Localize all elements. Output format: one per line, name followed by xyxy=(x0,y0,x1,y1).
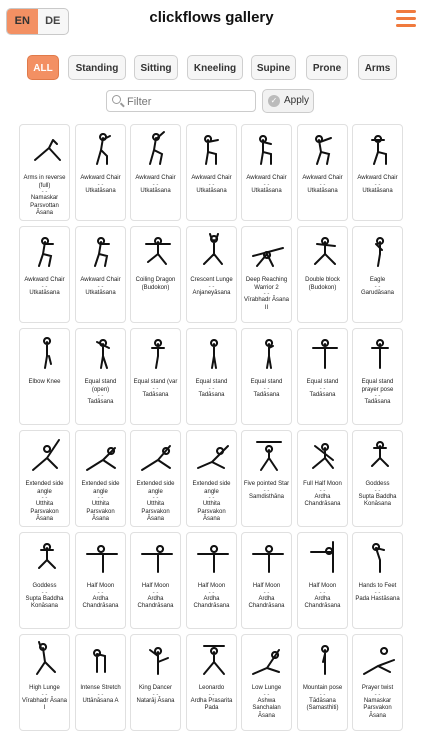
pose-sanskrit: Pada Hastāsana xyxy=(355,595,400,602)
pose-figure-icon xyxy=(83,436,121,474)
pose-card[interactable] xyxy=(352,124,403,221)
checkmark-icon: ✓ xyxy=(268,95,280,107)
pose-name: Equal stand xyxy=(195,379,228,385)
pose-name: Awkward Chair xyxy=(246,175,287,181)
pose-name: Awkward Chair xyxy=(135,175,176,181)
separator: - - xyxy=(152,589,159,596)
pose-figure-icon xyxy=(27,640,65,678)
pose-name: Half Moon xyxy=(308,583,337,589)
pose-caption xyxy=(243,685,290,720)
pose-sanskrit: Tadāsana xyxy=(253,391,280,398)
pose-sanskrit: Ardha Chandrāsana xyxy=(304,595,341,609)
pose-caption xyxy=(243,277,290,312)
pose-figure-icon xyxy=(249,436,287,474)
pose-caption xyxy=(188,481,235,524)
category-filter-bar xyxy=(27,55,399,80)
pose-name: Extended side angle xyxy=(25,481,64,495)
pose-name: Full Half Moon xyxy=(303,481,342,487)
pose-caption xyxy=(77,379,124,407)
pose-sanskrit: Anjaneyāsana xyxy=(192,289,231,296)
pose-sanskrit: Utthita Parsvakon Āsana xyxy=(30,501,59,522)
pose-name: Coiling Dragon (Budokon) xyxy=(135,277,176,291)
pose-caption xyxy=(299,685,346,713)
pose-figure-icon xyxy=(138,232,176,270)
pose-name: Arms in reverse (full) xyxy=(23,175,66,189)
separator: - - xyxy=(152,495,159,501)
pose-sanskrit: Supta Baddha Konāsana xyxy=(358,493,397,507)
pose-card[interactable] xyxy=(130,532,181,629)
pose-caption xyxy=(77,277,124,297)
separator: - - xyxy=(208,385,215,392)
pose-caption xyxy=(21,175,68,218)
pose-caption xyxy=(188,277,235,297)
filter-input[interactable] xyxy=(125,93,254,111)
pose-sanskrit: Utkatāsana xyxy=(85,289,116,296)
separator: - - xyxy=(208,691,215,698)
pose-sanskrit: Utthita Parsvakon Āsana xyxy=(141,501,170,522)
pose-name: Goddess xyxy=(365,481,390,487)
pose-name: Equal stand xyxy=(250,379,283,385)
page-title: clickflows gallery xyxy=(149,9,274,26)
separator: - - xyxy=(374,487,381,494)
pose-sanskrit: Ashwa Sanchalan Āsana xyxy=(252,697,281,719)
pose-caption xyxy=(21,685,68,713)
pose-caption xyxy=(188,379,235,399)
pose-figure-icon xyxy=(249,334,287,372)
pose-caption xyxy=(299,379,346,399)
pose-name: Extended side angle xyxy=(136,481,175,495)
pose-figure-icon xyxy=(138,640,176,678)
separator: - - xyxy=(97,181,104,188)
pose-card[interactable] xyxy=(352,430,403,527)
pose-caption xyxy=(354,379,401,407)
filter-sitting-button[interactable]: Sitting xyxy=(134,55,178,80)
pose-name: Double block (Budokon) xyxy=(305,277,340,291)
pose-name: Deep Reaching Warrior 2 xyxy=(245,277,288,291)
pose-name: Awkward Chair xyxy=(302,175,343,181)
pose-figure-icon xyxy=(194,436,232,474)
pose-name: Mountain pose xyxy=(302,685,343,691)
lang-de-button[interactable]: DE xyxy=(45,15,61,27)
pose-figure-icon xyxy=(360,334,398,372)
pose-caption xyxy=(188,685,235,713)
pose-figure-icon xyxy=(305,640,343,678)
pose-caption xyxy=(132,481,179,524)
pose-card[interactable] xyxy=(352,532,403,629)
pose-figure-icon xyxy=(360,232,398,270)
separator: - - xyxy=(374,181,381,188)
pose-card[interactable] xyxy=(241,634,292,731)
separator: - - xyxy=(263,181,270,188)
separator: - - xyxy=(97,283,104,290)
pose-caption xyxy=(77,175,124,195)
pose-figure-icon xyxy=(360,130,398,168)
filter-supine-button[interactable]: Supine xyxy=(251,55,296,80)
pose-caption xyxy=(243,379,290,399)
pose-name: Half Moon xyxy=(141,583,170,589)
pose-card[interactable] xyxy=(130,328,181,425)
pose-card[interactable] xyxy=(297,328,348,425)
pose-figure-icon xyxy=(194,232,232,270)
pose-caption xyxy=(354,277,401,297)
pose-sanskrit: Utkatāsana xyxy=(85,187,116,194)
pose-name: Awkward Chair xyxy=(357,175,398,181)
pose-sanskrit: Utkatāsana xyxy=(196,187,227,194)
separator: - - xyxy=(319,385,326,392)
filter-arms-button[interactable]: Arms xyxy=(358,55,397,80)
separator: - - xyxy=(263,589,270,596)
separator: - - xyxy=(374,393,381,399)
pose-caption xyxy=(21,277,68,297)
separator: - - xyxy=(41,283,48,290)
pose-name: Five pointed Star xyxy=(243,481,290,487)
pose-caption xyxy=(354,481,401,509)
pose-name: Equal stand (open) xyxy=(84,379,117,393)
separator: - - xyxy=(152,691,159,698)
pose-caption xyxy=(77,685,124,705)
pose-caption xyxy=(21,583,68,611)
pose-sanskrit: Ardha Prasarita Pada xyxy=(190,697,233,711)
pose-sanskrit: Tadāsana xyxy=(198,391,225,398)
hamburger-menu-icon[interactable] xyxy=(396,10,416,28)
pose-name: Equal stand (var xyxy=(133,379,178,385)
pose-caption xyxy=(299,277,346,292)
pose-figure-icon xyxy=(138,334,176,372)
pose-figure-icon xyxy=(249,130,287,168)
pose-name: Equal stand xyxy=(306,379,339,385)
pose-sanskrit: Natarāj Āsana xyxy=(136,697,175,704)
separator: - - xyxy=(319,181,326,188)
pose-card[interactable] xyxy=(186,430,237,527)
separator: - - xyxy=(41,691,48,698)
pose-name: Intense Stretch xyxy=(80,685,121,691)
pose-name: Low Lunge xyxy=(251,685,282,691)
pose-figure-icon xyxy=(249,538,287,576)
filter-search-box[interactable] xyxy=(106,90,256,112)
separator: - - xyxy=(319,487,326,494)
pose-name: Half Moon xyxy=(197,583,226,589)
pose-card[interactable] xyxy=(297,430,348,527)
pose-card[interactable] xyxy=(186,226,237,323)
filter-standing-button[interactable]: Standing xyxy=(68,55,126,80)
separator: - - xyxy=(208,589,215,596)
pose-card[interactable] xyxy=(297,226,348,323)
pose-name: Awkward Chair xyxy=(191,175,232,181)
pose-name: Elbow Knee xyxy=(28,379,61,385)
pose-card[interactable] xyxy=(19,430,70,527)
pose-name: Crescent Lunge xyxy=(190,277,233,283)
pose-sanskrit: Vīrabhadr Āsana I xyxy=(21,697,68,711)
pose-sanskrit: Tadāsana xyxy=(142,391,169,398)
pose-figure-icon xyxy=(305,334,343,372)
pose-figure-icon xyxy=(27,538,65,576)
pose-name: Equal stand prayer pose xyxy=(361,379,394,393)
pose-caption xyxy=(77,583,124,611)
pose-caption xyxy=(188,175,235,195)
pose-sanskrit: Namaskar Parsvakon Āsana xyxy=(363,697,392,719)
pose-figure-icon xyxy=(83,334,121,372)
pose-figure-icon xyxy=(360,640,398,678)
pose-card[interactable] xyxy=(19,328,70,425)
pose-card[interactable] xyxy=(75,430,126,527)
pose-figure-icon xyxy=(249,640,287,678)
separator: - - xyxy=(263,291,270,297)
pose-card[interactable] xyxy=(19,532,70,629)
pose-sanskrit: Tadāsana xyxy=(309,391,336,398)
pose-card[interactable] xyxy=(297,634,348,731)
pose-caption xyxy=(21,379,68,387)
pose-sanskrit: Tādāsana (Samasthiti) xyxy=(306,697,339,711)
pose-figure-icon xyxy=(305,436,343,474)
pose-figure-icon xyxy=(138,436,176,474)
separator: - - xyxy=(263,385,270,392)
pose-card[interactable] xyxy=(130,430,181,527)
pose-sanskrit: Namaskar Parsvottan Āsana xyxy=(30,195,59,216)
pose-card[interactable] xyxy=(241,430,292,527)
pose-card[interactable] xyxy=(186,124,237,221)
separator: - - xyxy=(97,495,104,501)
filter-kneeling-button[interactable]: Kneeling xyxy=(187,55,243,80)
separator: - - xyxy=(374,589,381,596)
pose-figure-icon xyxy=(138,538,176,576)
top-bar xyxy=(0,0,423,44)
pose-card[interactable] xyxy=(75,634,126,731)
pose-sanskrit: Vīrabhadr Āsana II xyxy=(243,297,290,311)
pose-name: Hands to Feet xyxy=(358,583,397,589)
separator: - - xyxy=(319,691,326,698)
pose-card[interactable] xyxy=(19,226,70,323)
pose-card[interactable] xyxy=(241,532,292,629)
pose-caption xyxy=(354,175,401,195)
search-icon xyxy=(112,95,121,104)
pose-caption xyxy=(354,685,401,720)
pose-caption xyxy=(243,481,290,501)
pose-sanskrit: Ardha Chandrāsana xyxy=(304,493,341,507)
pose-caption xyxy=(132,583,179,611)
pose-card[interactable] xyxy=(130,226,181,323)
pose-figure-icon xyxy=(194,640,232,678)
separator: - - xyxy=(374,691,381,698)
pose-figure-icon xyxy=(27,232,65,270)
pose-figure-icon xyxy=(27,130,65,168)
pose-sanskrit: Tadāsana xyxy=(364,399,391,405)
pose-name: Goddess xyxy=(32,583,57,589)
pose-name: Half Moon xyxy=(86,583,115,589)
pose-sanskrit: Tadāsana xyxy=(87,399,114,405)
pose-card[interactable] xyxy=(241,124,292,221)
pose-sanskrit: Supta Baddha Konāsana xyxy=(25,595,64,609)
pose-name: King Dancer xyxy=(138,685,173,691)
pose-caption xyxy=(354,583,401,603)
lang-en-button[interactable]: EN xyxy=(7,9,38,34)
separator: - - xyxy=(97,393,104,399)
pose-figure-icon xyxy=(305,130,343,168)
pose-caption xyxy=(299,481,346,509)
pose-figure-icon xyxy=(83,538,121,576)
pose-caption xyxy=(243,583,290,611)
pose-name: Awkward Chair xyxy=(80,277,121,283)
pose-caption xyxy=(77,481,124,524)
pose-card[interactable] xyxy=(352,226,403,323)
pose-card[interactable] xyxy=(186,634,237,731)
pose-figure-icon xyxy=(249,232,287,270)
pose-figure-icon xyxy=(360,538,398,576)
separator: - - xyxy=(208,495,215,501)
pose-card[interactable] xyxy=(241,328,292,425)
pose-card[interactable] xyxy=(75,532,126,629)
pose-card[interactable] xyxy=(130,634,181,731)
separator: - - xyxy=(41,189,48,195)
pose-sanskrit: Ardha Chandrāsana xyxy=(193,595,230,609)
pose-figure-icon xyxy=(27,436,65,474)
pose-caption xyxy=(132,175,179,195)
pose-caption xyxy=(299,175,346,195)
pose-name: Awkward Chair xyxy=(24,277,65,283)
pose-sanskrit: Utthita Parsvakon Āsana xyxy=(86,501,115,522)
pose-sanskrit: Ardha Chandrāsana xyxy=(137,595,174,609)
pose-name: Prayer twist xyxy=(361,685,394,691)
pose-name: Leonardo xyxy=(198,685,225,691)
pose-card[interactable] xyxy=(241,226,292,323)
pose-card[interactable] xyxy=(352,328,403,425)
pose-sanskrit: Utkatāsana xyxy=(251,187,282,194)
pose-figure-icon xyxy=(27,334,65,372)
pose-card[interactable] xyxy=(19,634,70,731)
pose-card[interactable] xyxy=(75,124,126,221)
pose-name: Awkward Chair xyxy=(80,175,121,181)
separator: - - xyxy=(41,589,48,596)
pose-caption xyxy=(132,277,179,292)
pose-card[interactable] xyxy=(75,328,126,425)
apply-label: Apply xyxy=(284,95,310,106)
pose-figure-icon xyxy=(305,538,343,576)
pose-figure-icon xyxy=(83,640,121,678)
separator: - - xyxy=(97,691,104,698)
pose-figure-icon xyxy=(194,538,232,576)
pose-caption xyxy=(21,481,68,524)
pose-figure-icon xyxy=(138,130,176,168)
pose-name: Eagle xyxy=(369,277,386,283)
pose-sanskrit: Utkatāsana xyxy=(140,187,171,194)
pose-figure-icon xyxy=(83,232,121,270)
pose-sanskrit: Utthita Parsvakon Āsana xyxy=(197,501,226,522)
separator: - - xyxy=(263,691,270,698)
pose-figure-icon xyxy=(305,232,343,270)
separator: - - xyxy=(41,495,48,501)
pose-card[interactable] xyxy=(297,124,348,221)
filter-prone-button[interactable]: Prone xyxy=(306,55,348,80)
pose-figure-icon xyxy=(194,334,232,372)
separator: - - xyxy=(208,283,215,290)
separator: - - xyxy=(374,283,381,290)
pose-card[interactable] xyxy=(297,532,348,629)
pose-name: High Lunge xyxy=(29,685,60,691)
separator: - - xyxy=(208,181,215,188)
pose-sanskrit: Ardha Chandrāsana xyxy=(82,595,119,609)
pose-figure-icon xyxy=(83,130,121,168)
apply-button[interactable] xyxy=(262,89,314,113)
pose-card[interactable] xyxy=(186,328,237,425)
pose-sanskrit: Utkatāsana xyxy=(362,187,393,194)
pose-caption xyxy=(132,685,179,705)
separator: - - xyxy=(263,487,270,494)
pose-sanskrit: Samdisthāna xyxy=(248,493,285,500)
pose-caption xyxy=(188,583,235,611)
separator: - - xyxy=(152,181,159,188)
pose-card[interactable] xyxy=(75,226,126,323)
pose-card[interactable] xyxy=(19,124,70,221)
filter-all-button[interactable]: ALL xyxy=(27,55,59,80)
pose-sanskrit: Utkatāsana xyxy=(307,187,338,194)
pose-sanskrit: Garudāsana xyxy=(360,289,395,296)
pose-caption xyxy=(299,583,346,611)
pose-name: Half Moon xyxy=(252,583,281,589)
pose-card[interactable] xyxy=(186,532,237,629)
pose-figure-icon xyxy=(360,436,398,474)
pose-card[interactable] xyxy=(130,124,181,221)
pose-sanskrit: Utkatāsana xyxy=(29,289,60,296)
pose-card[interactable] xyxy=(352,634,403,731)
pose-sanskrit: Uttānāsana A xyxy=(82,697,119,704)
pose-name: Extended side angle xyxy=(192,481,231,495)
pose-caption xyxy=(243,175,290,195)
pose-sanskrit: Ardha Chandrāsana xyxy=(248,595,285,609)
pose-figure-icon xyxy=(194,130,232,168)
separator: - - xyxy=(152,385,159,392)
pose-name: Extended side angle xyxy=(81,481,120,495)
separator: - - xyxy=(97,589,104,596)
separator: - - xyxy=(319,589,326,596)
pose-caption xyxy=(132,379,179,399)
